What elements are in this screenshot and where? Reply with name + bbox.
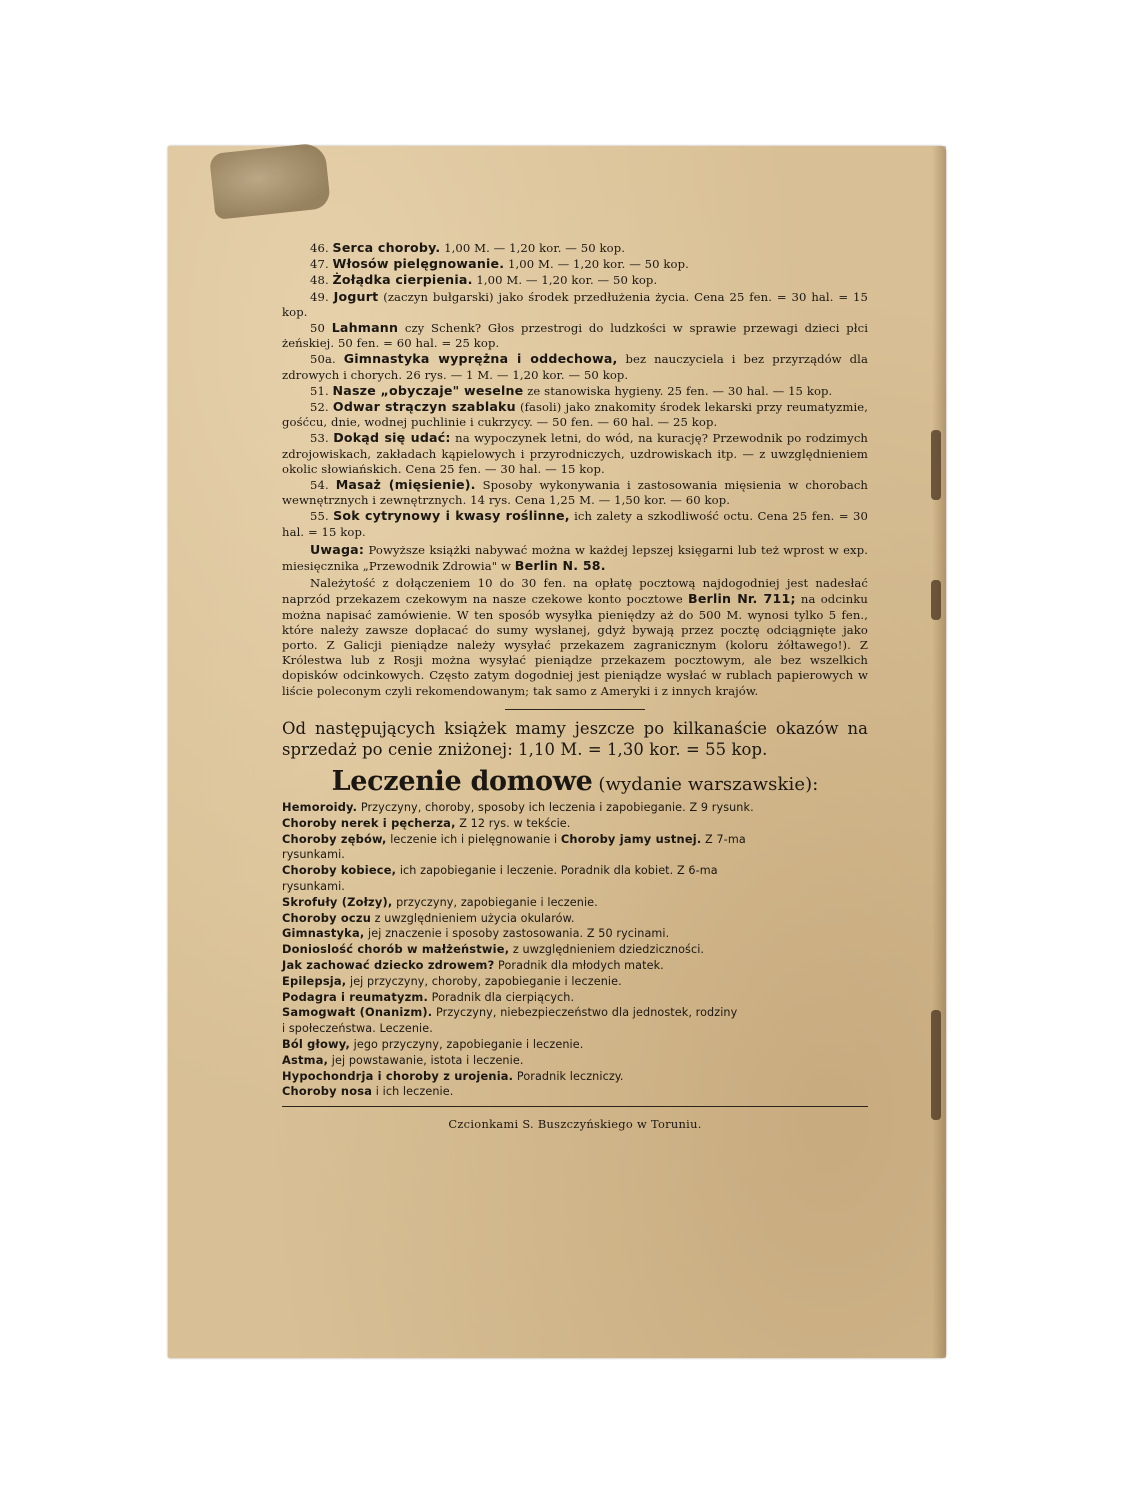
paper-stain [209,142,331,220]
book-entry [282,383,868,399]
item-title: Hypochondrja i choroby z urojenia. [282,1068,514,1083]
home-treatment-list [282,800,868,1100]
entry-text: 1,00 M. — 1,20 kor. — 50 kop. [504,257,689,272]
book-entry [282,240,868,256]
list-item [282,911,868,927]
book-entry [282,477,868,508]
entry-number: 49. [310,289,329,304]
list-item [282,1053,868,1069]
item-text: jego przyczyny, zapobieganie i leczenie. [349,1038,584,1052]
item-text: ich zapobieganie i leczenie. Poradnik dla kobiet. Z 6-ma [396,864,718,878]
item-title: Donioslość chorób w małżeństwie, [282,942,510,957]
item-text: Poradnik leczniczy. [513,1069,624,1083]
item-text: Z 7-ma [701,832,746,846]
entry-text: ze stanowiska hygieny. 25 fen. — 30 hal. — 15 kop. [523,383,833,398]
book-entry [282,272,868,288]
item-title: Jak zachować dziecko zdrowem? [282,958,495,973]
list-item [282,958,868,974]
payment-text: Należytość z dołączeniem 10 do 30 fen. na opłatę pocztową najdogodniej jest nadesłać naprzód przekazem czekowym na nasze czekowe konto pocztowe [282,576,868,607]
entry-text: 1,00 M. — 1,20 kor. — 50 kop. [440,241,626,255]
item-title: Choroby kobiece, [282,863,397,878]
postal-account: Berlin Nr. 711; [688,591,796,607]
entry-title: Nasze „obyczaje" weselne [332,382,524,398]
discount-offer: Od następujących książek mamy jeszcze po kilkanaście okazów na sprzedaż po cenie zniżonej: 1,10 M. = 1,30 kor. = 55 kop. [282,718,868,759]
item-text: jej przyczyny, choroby, zapobieganie i leczenie. [346,974,622,988]
list-item [282,832,868,848]
item-title: Astma, [282,1052,329,1067]
book-entry [282,430,868,477]
book-entry [282,351,868,382]
list-item-continuation: i społeczeństwa. Leczenie. [282,1022,433,1036]
address-berlin: Berlin N. 58. [514,558,606,574]
item-title: Samogwałt (Onanizm). [282,1005,433,1020]
item-title: Choroby zębów, [282,831,387,846]
item-text: z uwzględnieniem dziedziczności. [509,943,705,957]
item-title: Choroby jamy ustnej. [560,831,702,846]
entry-number: 54. [310,478,329,493]
book-entry [282,289,868,320]
entry-number: 55. [310,509,329,524]
entry-number: 50 [310,321,325,336]
series-subtitle: (wydanie warszawskie): [592,773,819,795]
divider [505,709,645,710]
book-entry [282,399,868,430]
item-text: Poradnik dla cierpiących. [428,990,575,1004]
entry-title: Odwar strączyn szablaku [332,399,516,415]
printer-imprint: Czcionkami S. Buszczyńskiego w Toruniu. [448,1117,702,1132]
payment-text-rest: na odcinku można napisać zamówienie. W ten sposób wysyłka pieniędzy aż do 500 M. wynosi tylko 5 fen., które należy zawsze dopłacać do sumy wysłanej, gdyż bywają przez pocztę odciągnięte jako porto. Z Galicji pieniądze należy wysyłać przekazem zagranicznym (koloru żółtawego!). Z Królestwa lub z Rosji można wysyłać pieniądze przekazem pocztowym, ale bez wszelkich dopisków odcinkowych. Często zatym dogodniej jest pieniądze wysłać w rublach papierowych w liście poleconym czyli rekomendowanym; tak samo z Ameryki i z innych krajów. [282,592,868,698]
book-list [282,240,868,540]
entry-title: Masaż (mięsienie). [335,477,476,493]
edge-damage [931,1010,941,1120]
list-item [282,942,868,958]
list-item [282,974,868,990]
list-item [282,800,868,816]
entry-number: 47. [310,257,329,272]
entry-text: bez nauczyciela i bez przyrządów dla zdrowych i chorych. 26 rys. — 1 M. — 1,20 kor. — 50 kop. [282,352,868,382]
entry-text: (zaczyn bułgarski) jako środek przedłużenia życia. Cena 25 fen. = 30 hal. = 15 kop. [282,289,868,319]
payment-note [282,576,868,699]
entry-number: 48. [310,273,329,288]
entry-title: Włosów pielęgnowanie. [332,256,505,272]
book-entry [282,508,868,539]
entry-number: 50a. [310,352,336,367]
list-item [282,863,868,879]
list-item-continuation: rysunkami. [282,848,345,862]
entry-title: Żołądka cierpienia. [332,272,473,288]
book-entry [282,320,868,351]
book-entry [282,256,868,272]
entry-text: (fasoli) jako znakomity środek lekarski przy reumatyzmie, gośćcu, dnie, wodnej puchlinie i cukrzycy. — 50 fen. — 60 hal. — 25 kop. [282,400,868,430]
series-title: Leczenie domowe [331,765,593,797]
item-text: Z 12 rys. w tekście. [455,816,571,830]
item-text: leczenie ich i pielęgnowanie i [386,832,561,846]
note-text: Powyższe książki nabywać można w każdej lepszej księgarni lub też wprost w exp. miesięcznika „Przewodnik Zdrowia" w [282,542,868,574]
list-item [282,816,868,832]
page-text [282,240,868,1132]
item-title: Podagra i reumatyzm. [282,989,429,1004]
item-text: z uwzględnieniem użycia okularów. [371,911,575,925]
list-item [282,1084,868,1100]
edge-damage [931,430,941,500]
item-text: przyczyny, zapobieganie i leczenie. [392,895,598,909]
entry-text: 1,00 M. — 1,20 kor. — 50 kop. [472,273,658,288]
item-text: Przyczyny, niebezpieczeństwo dla jednostek, rodziny [432,1006,738,1020]
entry-text: czy Schenk? Głos przestrogi do ludzkości w sprawie przewagi dzieci płci żeńskiej. 50 fen. = 60 hal. = 25 kop. [282,321,868,351]
entry-number: 51. [310,383,329,398]
footer-rule [282,1106,868,1107]
series-heading [282,765,868,797]
item-title: Choroby nosa [282,1084,373,1099]
entry-title: Gimnastyka wyprężna i oddechowa, [343,351,618,367]
entry-title: Serca choroby. [332,240,441,255]
edge-damage [931,580,941,620]
item-text: jej powstawanie, istota i leczenie. [328,1053,524,1067]
entry-text: na wypoczynek letni, do wód, na kurację? Przewodnik po rodzimych zdrojowiskach, zakładach kąpielowych i przyrodniczych, uzdrowiskach itp. — z uwzględnieniem okolic słowiańskich. Cena 25 fen. — 30 hal. — 15 kop. [282,431,868,476]
item-text: jej znaczenie i sposoby zastosowania. Z 50 rycinami. [364,927,670,941]
entry-title: Sok cytrynowy i kwasy roślinne, [333,508,570,524]
entry-title: Jogurt [333,288,379,304]
list-item [282,895,868,911]
list-item-continuation: rysunkami. [282,880,345,894]
list-item [282,926,868,942]
item-text: i ich leczenie. [372,1085,454,1099]
item-text: Poradnik dla młodych matek. [494,959,664,973]
item-title: Hemoroidy. [282,800,358,815]
entry-text: ich zalety a szkodliwość octu. Cena 25 fen. = 30 hal. = 15 kop. [282,509,868,539]
item-title: Ból głowy, [282,1037,350,1052]
entry-title: Lahmann [331,320,399,336]
entry-number: 53. [310,431,329,446]
list-item [282,1037,868,1053]
item-title: Gimnastyka, [282,926,365,941]
entry-title: Dokąd się udać: [333,430,451,446]
entry-number: 52. [310,400,329,415]
list-item [282,990,868,1006]
item-title: Choroby nerek i pęcherza, [282,815,456,830]
list-item [282,1005,868,1021]
entry-text: Sposoby wykonywania i zastosowania mięsienia w chorobach wewnętrznych i zewnętrznych. 14 rys. Cena 1,25 M. — 1,50 kor. — 60 kop. [282,478,868,508]
item-title: Epilepsja, [282,973,347,988]
ordering-note [282,542,868,574]
item-title: Skrofuły (Zołzy), [282,894,393,909]
entry-number: 46. [310,241,329,255]
note-label: Uwaga: [310,541,365,557]
list-item [282,1069,868,1085]
item-title: Choroby oczu [282,910,371,925]
item-text: Przyczyny, choroby, sposoby ich leczenia i zapobieganie. Z 9 rysunk. [357,801,754,815]
